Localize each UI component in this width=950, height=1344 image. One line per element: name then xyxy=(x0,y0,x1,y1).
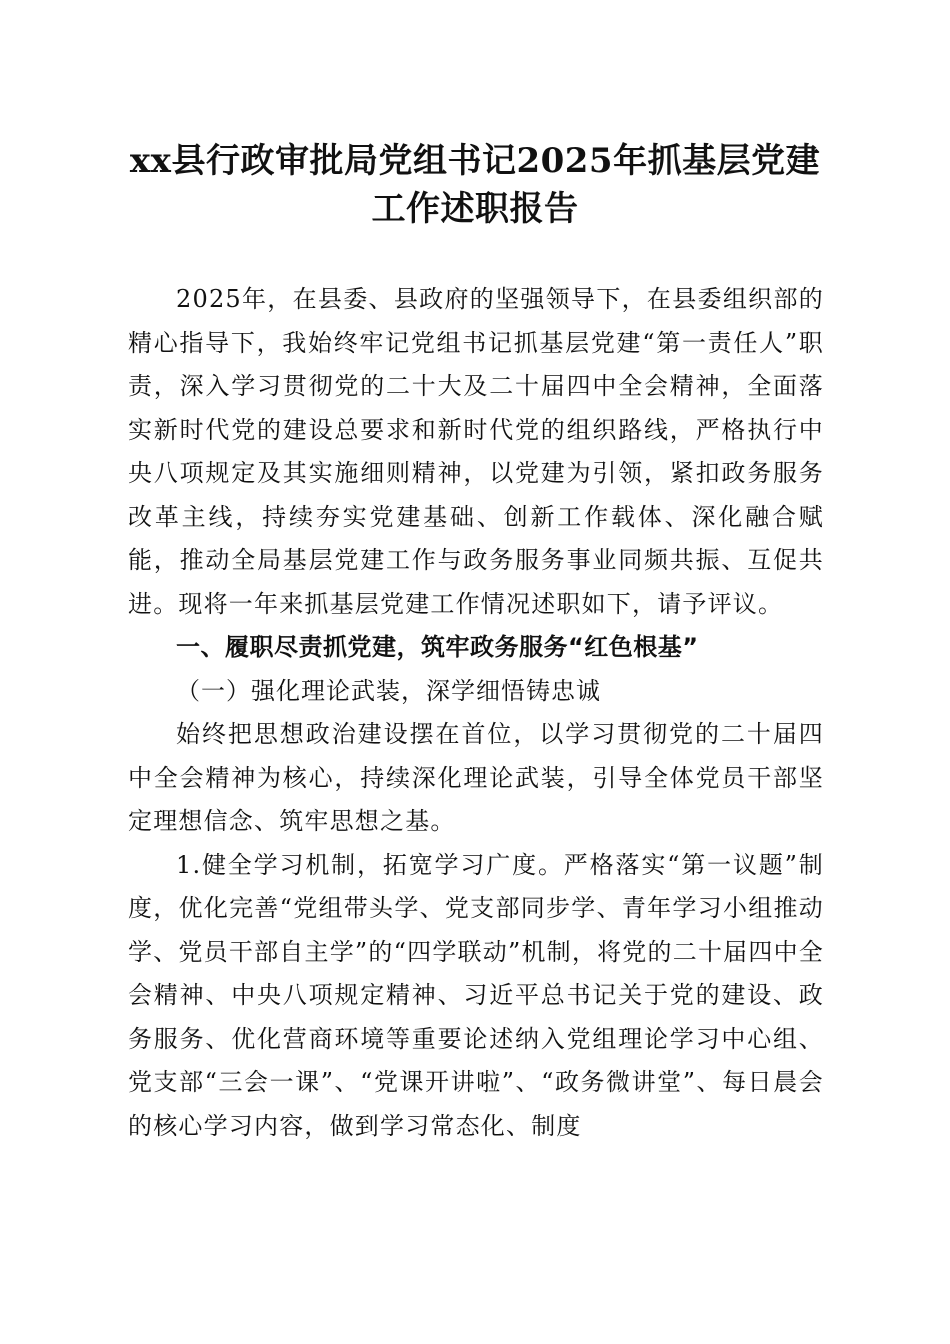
section-heading-1: 一、履职尽责抓党建，筑牢政务服务“红色根基” xyxy=(176,633,699,661)
document-title xyxy=(100,137,850,233)
subsection-heading-1: （一）强化理论武装，深学细悟铸忠诚 xyxy=(176,676,601,705)
title-line-1: xx县行政审批局党组书记2025年抓基层党建 xyxy=(129,141,821,181)
body-paragraph: 始终把思想政治建设摆在首位，以学习贯彻党的二十届四中全会精神为核心，持续深化理论武装，引导全体党员干部坚定理想信念、筑牢思想之基。 xyxy=(128,720,824,835)
title-line-2: 工作述职报告 xyxy=(371,189,579,229)
intro-paragraph: 2025年，在县委、县政府的坚强领导下，在县委组织部的精心指导下，我始终牢记党组书记抓基层党建“第一责任人”职责，深入学习贯彻党的二十大及二十届四中全会精神，全面落实新时代党的建设总要求和新时代党的组织路线，严格执行中央八项规定及其实施细则精神，以党建为引领，紧扣政务服务改革主线，持续夯实党建基础、创新工作载体、深化融合赋能，推动全局基层党建工作与政务服务事业同频共振、互促共进。现将一年来抓基层党建工作情况述职如下，请予评议。 xyxy=(128,285,824,618)
document-body xyxy=(128,278,824,1148)
body-paragraph: 1.健全学习机制，拓宽学习广度。严格落实“第一议题”制度，优化完善“党组带头学、党支部同步学、青年学习小组推动学、党员干部自主学”的“四学联动”机制，将党的二十届四中全会精神、中央八项规定精神、习近平总书记关于党的建设、政务服务、优化营商环境等重要论述纳入党组理论学习中心组、党支部“三会一课”、“党课开讲啦”、“政务微讲堂”、每日晨会的核心学习内容，做到学习常态化、制度 xyxy=(128,850,824,1140)
